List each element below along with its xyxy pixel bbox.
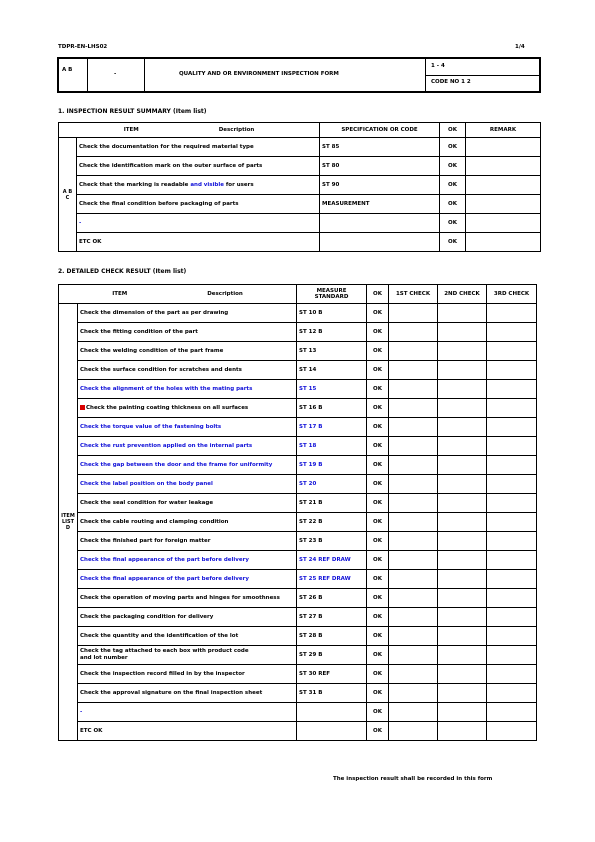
- section2-header-row: [59, 285, 537, 304]
- row-spec: ST 20: [297, 475, 367, 494]
- table-row: [59, 513, 537, 532]
- label-mid: -: [114, 71, 117, 77]
- row-description: Check the identification mark on the outer surface of parts: [77, 157, 320, 176]
- row-ok: OK: [367, 418, 389, 437]
- table-row: [59, 608, 537, 627]
- row-ok: OK: [367, 722, 389, 741]
- row-check1: [389, 608, 438, 627]
- row-ok: OK: [367, 627, 389, 646]
- row-spec: ST 23 B: [297, 532, 367, 551]
- table-row: [59, 722, 537, 741]
- row-check1: [389, 456, 438, 475]
- row-check3: [487, 361, 537, 380]
- row-spec: [297, 722, 367, 741]
- row-description: ETC OK: [78, 722, 297, 741]
- row-ok: OK: [367, 608, 389, 627]
- row-check1: [389, 722, 438, 741]
- row-spec: ST 21 B: [297, 494, 367, 513]
- row-description: Check the torque value of the fastening bolts: [78, 418, 297, 437]
- divider: [87, 59, 88, 91]
- title-block: [57, 57, 541, 93]
- row-check2: [438, 380, 487, 399]
- table-row: [59, 494, 537, 513]
- col-check1-header: 1ST CHECK: [389, 285, 438, 304]
- row-description: Check the surface condition for scratches and dents: [78, 361, 297, 380]
- col-check3-header: 3RD CHECK: [487, 285, 537, 304]
- main-title: QUALITY AND OR ENVIRONMENT INSPECTION FORM: [179, 71, 339, 77]
- row-remark: [466, 176, 541, 195]
- row-check2: [438, 418, 487, 437]
- col-ok-header: OK: [367, 285, 389, 304]
- row-remark: [466, 138, 541, 157]
- col-spec-header: SPECIFICATION OR CODE: [320, 123, 440, 138]
- row-check2: [438, 323, 487, 342]
- row-description: Check the operation of moving parts and hinges for smoothness: [78, 589, 297, 608]
- table-row: [59, 361, 537, 380]
- row-remark: [466, 214, 541, 233]
- row-description: Check the gap between the door and the frame for uniformity: [78, 456, 297, 475]
- row-spec: ST 85: [320, 138, 440, 157]
- row-description: Check the documentation for the required material type: [77, 138, 320, 157]
- row-check1: [389, 570, 438, 589]
- row-ok: OK: [367, 703, 389, 722]
- row-check3: [487, 684, 537, 703]
- row-check3: [487, 323, 537, 342]
- row-ok: OK: [367, 513, 389, 532]
- row-check2: [438, 684, 487, 703]
- row-description: ETC OK: [77, 233, 320, 252]
- row-ok: OK: [440, 195, 466, 214]
- row-check1: [389, 399, 438, 418]
- row-description: Check the fitting condition of the part: [78, 323, 297, 342]
- row-spec: ST 15: [297, 380, 367, 399]
- table-row: [59, 570, 537, 589]
- row-description: Check the tag attached to each box with product code and lot number: [78, 646, 297, 665]
- row-check3: [487, 570, 537, 589]
- row-spec: ST 18: [297, 437, 367, 456]
- row-check2: [438, 570, 487, 589]
- row-check2: [438, 665, 487, 684]
- row-ok: OK: [367, 646, 389, 665]
- row-check1: [389, 665, 438, 684]
- row-check2: [438, 361, 487, 380]
- row-description: Check the approval signature on the final inspection sheet: [78, 684, 297, 703]
- row-check2: [438, 342, 487, 361]
- row-ok: OK: [367, 475, 389, 494]
- row-check1: [389, 589, 438, 608]
- row-description: -: [78, 703, 297, 722]
- table-row: [59, 551, 537, 570]
- table-row: [59, 646, 537, 665]
- row-spec: ST 28 B: [297, 627, 367, 646]
- row-description: Check the final condition before packaging of parts: [77, 195, 320, 214]
- row-description: Check the quantity and the identification of the lot: [78, 627, 297, 646]
- row-ok: OK: [367, 551, 389, 570]
- row-check3: [487, 304, 537, 323]
- row-check1: [389, 437, 438, 456]
- row-ok: OK: [367, 323, 389, 342]
- table-row: [59, 437, 537, 456]
- table-row: [59, 532, 537, 551]
- row-check2: [438, 703, 487, 722]
- col-remark-header: REMARK: [466, 123, 541, 138]
- footer-note: The inspection result shall be recorded in this form: [333, 776, 493, 782]
- row-spec: ST 80: [320, 157, 440, 176]
- row-ok: OK: [367, 665, 389, 684]
- right-top-label: 1 - 4: [431, 63, 445, 69]
- col-spec-header: MEASURE STANDARD: [297, 285, 367, 304]
- row-ok: OK: [367, 456, 389, 475]
- row-check1: [389, 513, 438, 532]
- row-description: Check the finished part for foreign matter: [78, 532, 297, 551]
- row-spec: [297, 703, 367, 722]
- table-row: [59, 214, 541, 233]
- row-check1: [389, 304, 438, 323]
- table-row: [59, 399, 537, 418]
- row-check3: [487, 456, 537, 475]
- divider: [144, 59, 145, 91]
- table-row: [59, 176, 541, 195]
- table-row: [59, 233, 541, 252]
- row-check3: [487, 646, 537, 665]
- page-reference: 1/4: [515, 44, 525, 50]
- row-spec: ST 25 REF DRAW: [297, 570, 367, 589]
- row-check3: [487, 722, 537, 741]
- row-check3: [487, 608, 537, 627]
- row-check1: [389, 475, 438, 494]
- row-ok: OK: [367, 589, 389, 608]
- row-remark: [466, 157, 541, 176]
- row-check3: [487, 513, 537, 532]
- row-remark: [466, 195, 541, 214]
- row-ok: OK: [367, 342, 389, 361]
- row-description: Check that the marking is readable and visible for users: [77, 176, 320, 195]
- row-ok: OK: [367, 380, 389, 399]
- row-ok: OK: [367, 304, 389, 323]
- row-check3: [487, 532, 537, 551]
- row-check3: [487, 589, 537, 608]
- row-description: Check the welding condition of the part frame: [78, 342, 297, 361]
- row-check1: [389, 323, 438, 342]
- row-check3: [487, 627, 537, 646]
- row-check3: [487, 475, 537, 494]
- row-check2: [438, 608, 487, 627]
- row-spec: ST 90: [320, 176, 440, 195]
- row-spec: ST 12 B: [297, 323, 367, 342]
- section2-table: [58, 284, 537, 741]
- form-code: TDPR-EN-LHS02: [58, 44, 108, 50]
- right-bottom-label: CODE NO 1 2: [431, 79, 471, 85]
- label-block: A B: [62, 67, 73, 73]
- row-check2: [438, 437, 487, 456]
- row-description: Check the dimension of the part as per drawing: [78, 304, 297, 323]
- row-check3: [487, 494, 537, 513]
- row-check3: [487, 665, 537, 684]
- row-check3: [487, 437, 537, 456]
- row-check2: [438, 399, 487, 418]
- row-check1: [389, 494, 438, 513]
- warning-marker-icon: [80, 405, 85, 410]
- row-check1: [389, 551, 438, 570]
- row-description: Check the packaging condition for delivery: [78, 608, 297, 627]
- row-spec: ST 29 B: [297, 646, 367, 665]
- row-check2: [438, 589, 487, 608]
- row-spec: ST 16 B: [297, 399, 367, 418]
- row-ok: OK: [367, 437, 389, 456]
- row-check1: [389, 532, 438, 551]
- row-check3: [487, 551, 537, 570]
- row-ok: OK: [440, 138, 466, 157]
- row-check1: [389, 703, 438, 722]
- row-description: Check the cable routing and clamping condition: [78, 513, 297, 532]
- row-check2: [438, 551, 487, 570]
- row-spec: ST 19 B: [297, 456, 367, 475]
- row-ok: OK: [367, 361, 389, 380]
- table-row: [59, 456, 537, 475]
- row-description: Check the label position on the body panel: [78, 475, 297, 494]
- row-spec: [320, 233, 440, 252]
- row-ok: OK: [367, 684, 389, 703]
- row-check2: [438, 722, 487, 741]
- row-description: Check the painting coating thickness on all surfaces: [78, 399, 297, 418]
- section1-table: [58, 122, 541, 252]
- section1-side-label: A B C: [59, 138, 77, 252]
- row-description: Check the final appearance of the part before delivery: [78, 551, 297, 570]
- row-spec: ST 13: [297, 342, 367, 361]
- row-ok: OK: [440, 157, 466, 176]
- row-spec: [320, 214, 440, 233]
- divider: [425, 75, 539, 76]
- table-row: [59, 304, 537, 323]
- col-ok-header: OK: [440, 123, 466, 138]
- table-row: [59, 665, 537, 684]
- row-remark: [466, 233, 541, 252]
- row-spec: ST 14: [297, 361, 367, 380]
- row-spec: ST 30 REF: [297, 665, 367, 684]
- table-row: [59, 380, 537, 399]
- row-description: Check the final appearance of the part before delivery: [78, 570, 297, 589]
- row-spec: MEASUREMENT: [320, 195, 440, 214]
- section1-header-row: [59, 123, 541, 138]
- row-description: -: [77, 214, 320, 233]
- table-row: [59, 589, 537, 608]
- table-row: [59, 703, 537, 722]
- row-check3: [487, 703, 537, 722]
- row-check1: [389, 361, 438, 380]
- row-description: Check the inspection record filled in by the inspector: [78, 665, 297, 684]
- row-check1: [389, 627, 438, 646]
- row-check1: [389, 418, 438, 437]
- row-check1: [389, 342, 438, 361]
- row-check3: [487, 380, 537, 399]
- table-row: [59, 342, 537, 361]
- row-description: Check the rust prevention applied on the internal parts: [78, 437, 297, 456]
- row-spec: ST 27 B: [297, 608, 367, 627]
- row-check1: [389, 684, 438, 703]
- col-check2-header: 2ND CHECK: [438, 285, 487, 304]
- row-check3: [487, 399, 537, 418]
- table-row: [59, 157, 541, 176]
- row-description: Check the alignment of the holes with the mating parts: [78, 380, 297, 399]
- section1-title: 1. INSPECTION RESULT SUMMARY (Item list): [58, 108, 207, 115]
- row-check2: [438, 627, 487, 646]
- row-check3: [487, 342, 537, 361]
- table-row: [59, 475, 537, 494]
- row-ok: OK: [440, 233, 466, 252]
- section2-side-label: ITEM LIST D: [59, 304, 78, 741]
- table-row: [59, 323, 537, 342]
- table-row: [59, 627, 537, 646]
- row-check2: [438, 532, 487, 551]
- row-check2: [438, 513, 487, 532]
- row-ok: OK: [440, 176, 466, 195]
- row-ok: OK: [367, 570, 389, 589]
- section2-title: 2. DETAILED CHECK RESULT (Item list): [58, 268, 187, 275]
- col-item-header: ITEM Description: [59, 285, 297, 304]
- row-ok: OK: [367, 399, 389, 418]
- table-row: [59, 418, 537, 437]
- table-row: [59, 684, 537, 703]
- row-check2: [438, 304, 487, 323]
- row-spec: ST 17 B: [297, 418, 367, 437]
- row-ok: OK: [367, 494, 389, 513]
- row-check2: [438, 456, 487, 475]
- row-check2: [438, 475, 487, 494]
- row-spec: ST 22 B: [297, 513, 367, 532]
- row-ok: OK: [440, 214, 466, 233]
- row-check2: [438, 494, 487, 513]
- row-ok: OK: [367, 532, 389, 551]
- row-check1: [389, 380, 438, 399]
- col-item-header: ITEM Description: [59, 123, 320, 138]
- row-description: Check the seal condition for water leakage: [78, 494, 297, 513]
- row-check1: [389, 646, 438, 665]
- row-check2: [438, 646, 487, 665]
- row-check3: [487, 418, 537, 437]
- row-spec: ST 10 B: [297, 304, 367, 323]
- row-spec: ST 24 REF DRAW: [297, 551, 367, 570]
- table-row: [59, 195, 541, 214]
- row-spec: ST 31 B: [297, 684, 367, 703]
- row-spec: ST 26 B: [297, 589, 367, 608]
- table-row: [59, 138, 541, 157]
